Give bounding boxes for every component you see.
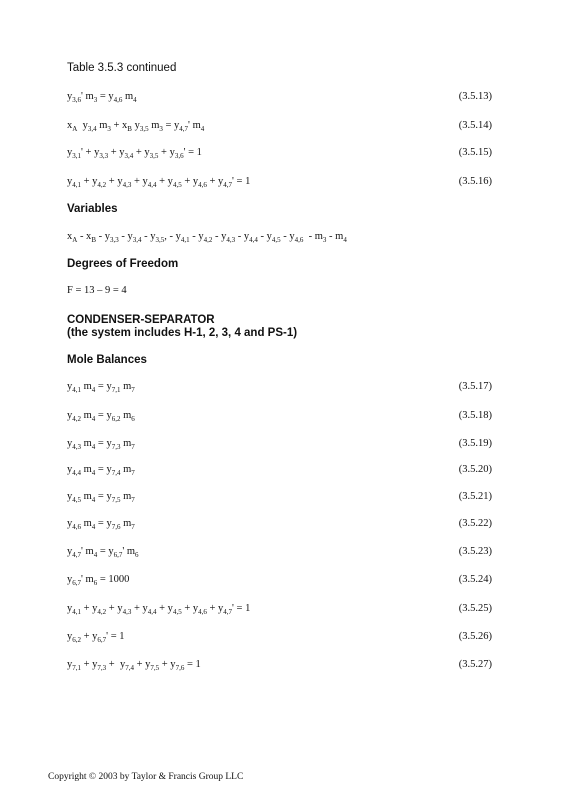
equation-number: (3.5.15) bbox=[458, 147, 492, 158]
equation-number: (3.5.27) bbox=[458, 659, 492, 670]
degrees-of-freedom-equation: F = 13 – 9 = 4 bbox=[67, 285, 127, 296]
equation-number: (3.5.21) bbox=[458, 491, 492, 502]
equation-number: (3.5.26) bbox=[458, 631, 492, 642]
equation-number: (3.5.18) bbox=[458, 410, 492, 421]
equation: $y_{3,1}' + y_{3,3} + y_{3,4} + y_{3,5} + y_{3,6}' = 1$ bbox=[67, 147, 202, 161]
equation: $y_{6,7}'$ $m_6 = 1000$ bbox=[67, 574, 130, 588]
degrees-of-freedom-heading: Degrees of Freedom bbox=[67, 258, 179, 270]
equation-number: (3.5.22) bbox=[458, 518, 492, 529]
mole-balances-heading: Mole Balances bbox=[67, 354, 147, 366]
equation: $y_{4,1} + y_{4,2} + y_{4,3} + y_{4,4} + y_{4,5} + y_{4,6} + y_{4,7}' = 1$ bbox=[67, 176, 251, 190]
equation: $y_{4,1} + y_{4,2} + y_{4,3} + y_{4,4} + y_{4,5} + y_{4,6} + y_{4,7}' = 1$ bbox=[67, 603, 251, 617]
equation-number: (3.5.24) bbox=[458, 574, 492, 585]
equation: $y_{4,1}$ $m_4 = y_{7,1}$ $m_7$ bbox=[67, 381, 135, 395]
section-subheading: (the system includes H-1, 2, 3, 4 and PS-1) bbox=[67, 327, 298, 339]
equation: $y_{4,5}$ $m_4 = y_{7,5}$ $m_7$ bbox=[67, 491, 135, 505]
equation: $y_{7,1} + y_{7,3} + y_{7,4} + y_{7,5} + y_{7,6} = 1$ bbox=[67, 659, 201, 673]
equation: $y_{6,2} + y_{6,7}' = 1$ bbox=[67, 631, 125, 645]
equation-number: (3.5.25) bbox=[458, 603, 492, 614]
equation-number: (3.5.20) bbox=[458, 464, 492, 475]
table-title: Table 3.5.3 continued bbox=[67, 62, 177, 74]
equation: $y_{3,6}'$ $m_3 = y_{4,6}$ $m_4$ bbox=[67, 91, 137, 105]
section-heading: CONDENSER-SEPARATOR bbox=[67, 314, 215, 326]
equation-number: (3.5.14) bbox=[458, 120, 492, 131]
equation-number: (3.5.13) bbox=[458, 91, 492, 102]
equation: $y_{4,7}'$ $m_4 = y_{6,7}'$ $m_6$ bbox=[67, 546, 139, 560]
copyright-footer: Copyright © 2003 by Taylor & Francis Group LLC bbox=[48, 772, 244, 782]
equation-number: (3.5.16) bbox=[458, 176, 492, 187]
variables-heading: Variables bbox=[67, 203, 118, 215]
equation: $y_{4,2}$ $m_4 = y_{6,2}$ $m_6$ bbox=[67, 410, 135, 424]
equation-number: (3.5.19) bbox=[458, 438, 492, 449]
equation: $y_{4,6}$ $m_4 = y_{7,6}$ $m_7$ bbox=[67, 518, 135, 532]
equation: $y_{4,4}$ $m_4 = y_{7,4}$ $m_7$ bbox=[67, 464, 135, 478]
equation-number: (3.5.23) bbox=[458, 546, 492, 557]
equation: $y_{4,3}$ $m_4 = y_{7,3}$ $m_7$ bbox=[67, 438, 135, 452]
variables-list: $x_A - x_B - y_{3,3} - y_{3,4} - y_{3,5}$, - $y_{4,1} - y_{4,2} - y_{4,3} - y_{4,4} - y_{4,5} - y_{4,6} - m_3 - m_4$ bbox=[67, 231, 347, 245]
equation: $x_A$ $y_{3,4}$ $m_3 + x_B$ $y_{3,5}$ $m_3 = y_{4,7}'$ $m_4$ bbox=[67, 120, 205, 134]
equation-number: (3.5.17) bbox=[458, 381, 492, 392]
